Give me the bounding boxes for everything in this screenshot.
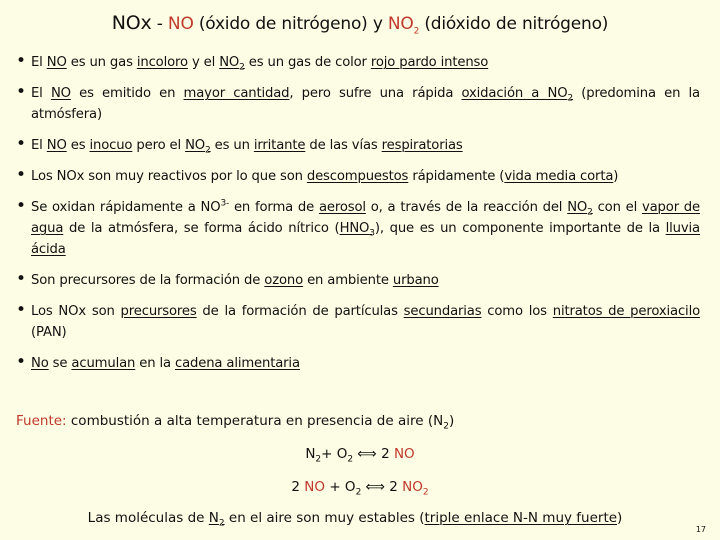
source-line: Fuente: combustión a alta temperatura en presencia de aire $(N_2)$	[16, 413, 455, 432]
slide-title: NOx - NO (óxido de nitrógeno) y $NO_2$ (dióxido de nitrógeno)	[111, 12, 609, 37]
bullet-item: • Los NOx son precursores de la formación de partículas secundarias como los nitratos de peroxiacilo (PAN)	[16, 301, 700, 343]
bullet-item: • El NO es un gas incoloro y el $NO_2$ es un gas de color rojo pardo intenso	[16, 52, 700, 73]
bullet-item: • El NO es emitido en mayor cantidad, pero sufre una rápida oxidación a $NO_2$ (predomina en la atmósfera)	[16, 83, 700, 125]
bullet-item: • Son precursores de la formación de ozono en ambiente urbano	[16, 270, 700, 291]
page-number: 17	[695, 525, 706, 534]
closing-note: Las moléculas de $N_2$ en el aire son muy estables (triple enlace N-N muy fuerte)	[87, 510, 623, 529]
bullet-item: • Los NOx son muy reactivos por lo que son descompuestos rápidamente (vida media corta)	[16, 166, 700, 187]
bullet-item: • El NO es inocuo pero el $NO_2$ es un irritante de las vías respiratorias	[16, 135, 700, 156]
equilibrium-arrow-icon: ⟺	[353, 446, 382, 462]
equation-2: 2 NO + $O_2$ ⟺ 2 $NO_2$	[291, 479, 429, 498]
bullet-item: • No se acumulan en la cadena alimentaria	[16, 353, 700, 374]
bullet-item: • Se oxidan rápidamente a $NO^{3-}$ en forma de aerosol o, a través de la reacción del $NO_2$ con el vapor de agua de la atmósfera, se forma ácido nítrico $(HNO_3)$, que es un componente importante de la lluvia ácida	[16, 197, 700, 260]
equilibrium-arrow-icon: ⟺	[361, 479, 390, 495]
equation-1: $N_2+ O_2$ ⟺ 2 NO	[305, 446, 415, 465]
bullet-list	[16, 52, 700, 384]
